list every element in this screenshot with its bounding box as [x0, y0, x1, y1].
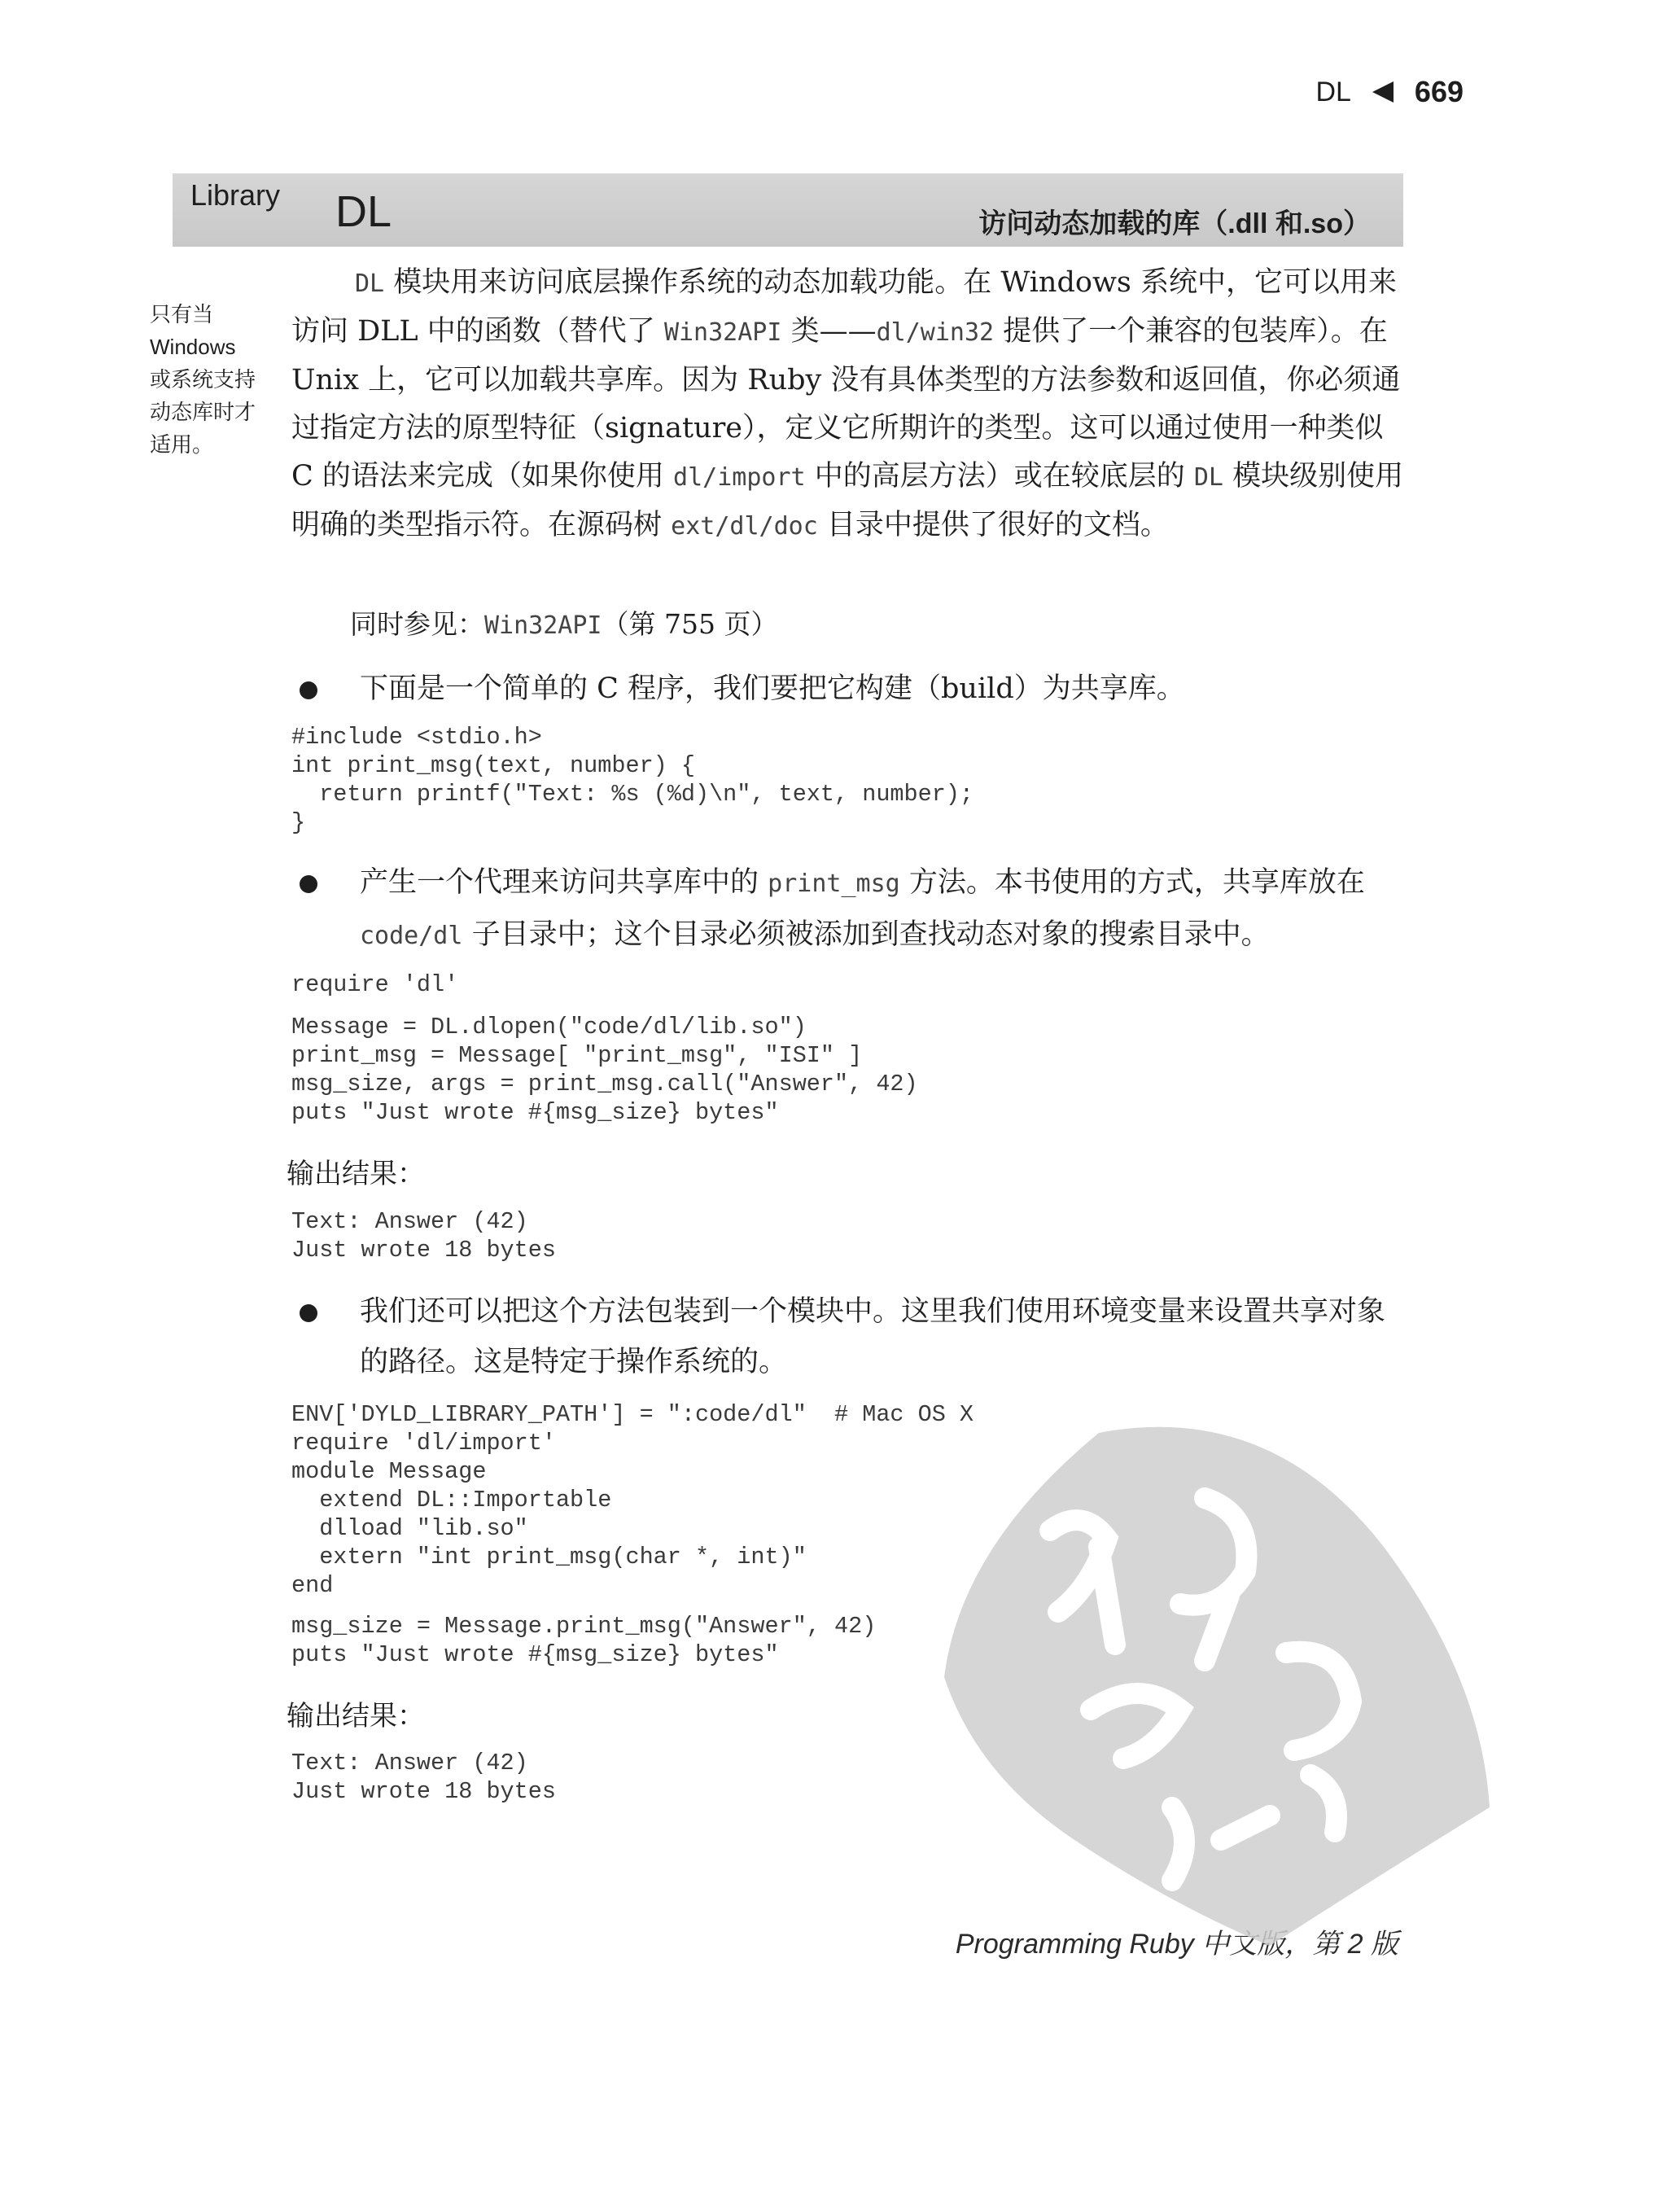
code-block-dlopen: Message = DL.dlopen("code/dl/lib.so") print_msg = Message[ "print_msg", "ISI" ] msg_size, args = print_msg.call("Answer", 42) puts "Just wrote #{msg_size} bytes": [291, 1014, 918, 1126]
bullet-text-part: 产生一个代理来访问共享库中的: [360, 866, 768, 899]
banner-subtitle: 访问动态加载的库（.dll 和.so）: [978, 208, 1371, 239]
module-name: DL: [335, 187, 392, 236]
inline-code: code/dl: [360, 922, 463, 950]
intro-text: 中的高层方法）或在较底层的: [805, 460, 1194, 493]
margin-note-line: 适用。: [150, 432, 214, 457]
see-also-suffix: （第 755 页）: [602, 608, 778, 640]
bullet-text: 我们还可以把这个方法包装到一个模块中。这里我们使用环境变量来设置共享对象的路径。这是特定于操作系统的。: [360, 1295, 1386, 1378]
margin-note-line: 只有当: [150, 302, 214, 326]
library-banner: [173, 173, 1403, 247]
running-head: [1315, 75, 1464, 109]
bullet-item: [291, 857, 1405, 961]
seal-stamp-icon: [928, 1384, 1490, 1946]
inline-code: DL: [355, 269, 385, 298]
output-label: 输出结果：: [287, 1700, 425, 1732]
bullet-text-part: 方法。本书使用的方式，共享库放在: [899, 866, 1365, 899]
page-footer: Programming Ruby 中文版，第 2 版: [955, 1929, 1398, 1960]
see-also-prefix: 同时参见：: [350, 608, 484, 640]
intro-paragraph: [291, 259, 1405, 550]
margin-note-line: Windows: [150, 335, 236, 359]
intro-text: 模块级别使用明确的类型指示符。在源码树: [291, 460, 1404, 541]
code-block-require: require 'dl': [291, 971, 459, 998]
intro-text: 模块用来访问底层操作系统的动态加载功能。在 Windows 系统中，它可以用来访问 DLL 中的函数（替代了: [291, 266, 1397, 348]
running-head-section: DL: [1315, 76, 1351, 107]
intro-text: 类——: [781, 315, 877, 348]
bullet-item: [291, 1286, 1405, 1387]
inline-code: print_msg: [768, 869, 900, 898]
inline-code: dl/win32: [876, 318, 995, 347]
bullet-dot-icon: [300, 875, 317, 893]
see-also-ref: Win32API: [484, 611, 602, 640]
output-block: Text: Answer (42) Just wrote 18 bytes: [291, 1208, 556, 1264]
inline-code: dl/import: [673, 463, 806, 492]
bullet-text-part: 子目录中；这个目录必须被添加到查找动态对象的搜索目录中。: [462, 918, 1270, 951]
bullet-dot-icon: [300, 1304, 317, 1322]
inline-code: ext/dl/doc: [671, 512, 818, 541]
bullet-item: [291, 664, 1405, 714]
inline-code: DL: [1193, 463, 1223, 492]
intro-text: 目录中提供了很好的文档。: [817, 509, 1169, 541]
left-triangle-icon: [1372, 81, 1394, 103]
library-label: Library: [190, 178, 281, 212]
bullet-dot-icon: [300, 681, 317, 699]
margin-note-line: 动态库时才: [150, 400, 256, 424]
code-block-c: #include <stdio.h> int print_msg(text, number) { return printf("Text: %s (%d)\n", text, number); }: [291, 724, 974, 836]
margin-note-line: 或系统支持: [150, 367, 256, 392]
bullet-text: [291, 857, 1405, 961]
output-label: 输出结果：: [287, 1158, 425, 1190]
see-also: [350, 603, 777, 642]
bullet-text: 下面是一个简单的 C 程序，我们要把它构建（build）为共享库。: [360, 672, 1185, 705]
code-block-module: ENV['DYLD_LIBRARY_PATH'] = ":code/dl" # Mac OS X require 'dl/import' module Message extend DL::Importable dlload "lib.so" extern "int print_msg(char *, int)" end: [291, 1401, 974, 1599]
code-block-call: msg_size = Message.print_msg("Answer", 42) puts "Just wrote #{msg_size} bytes": [291, 1613, 877, 1668]
page-number: 669: [1414, 75, 1464, 108]
margin-note: [150, 298, 272, 461]
output-block: Text: Answer (42) Just wrote 18 bytes: [291, 1750, 556, 1805]
inline-code: Win32API: [663, 318, 782, 347]
intro-text: 提供了一个兼容的包装库）。在 Unix 上，它可以加载共享库。因为 Ruby 没有具体类型的方法参数和返回值，你必须通过指定方法的原型特征（signature），定义它所期许的类型。这可以通过使用一种类似 C 的语法来完成（如果你使用: [291, 315, 1401, 493]
